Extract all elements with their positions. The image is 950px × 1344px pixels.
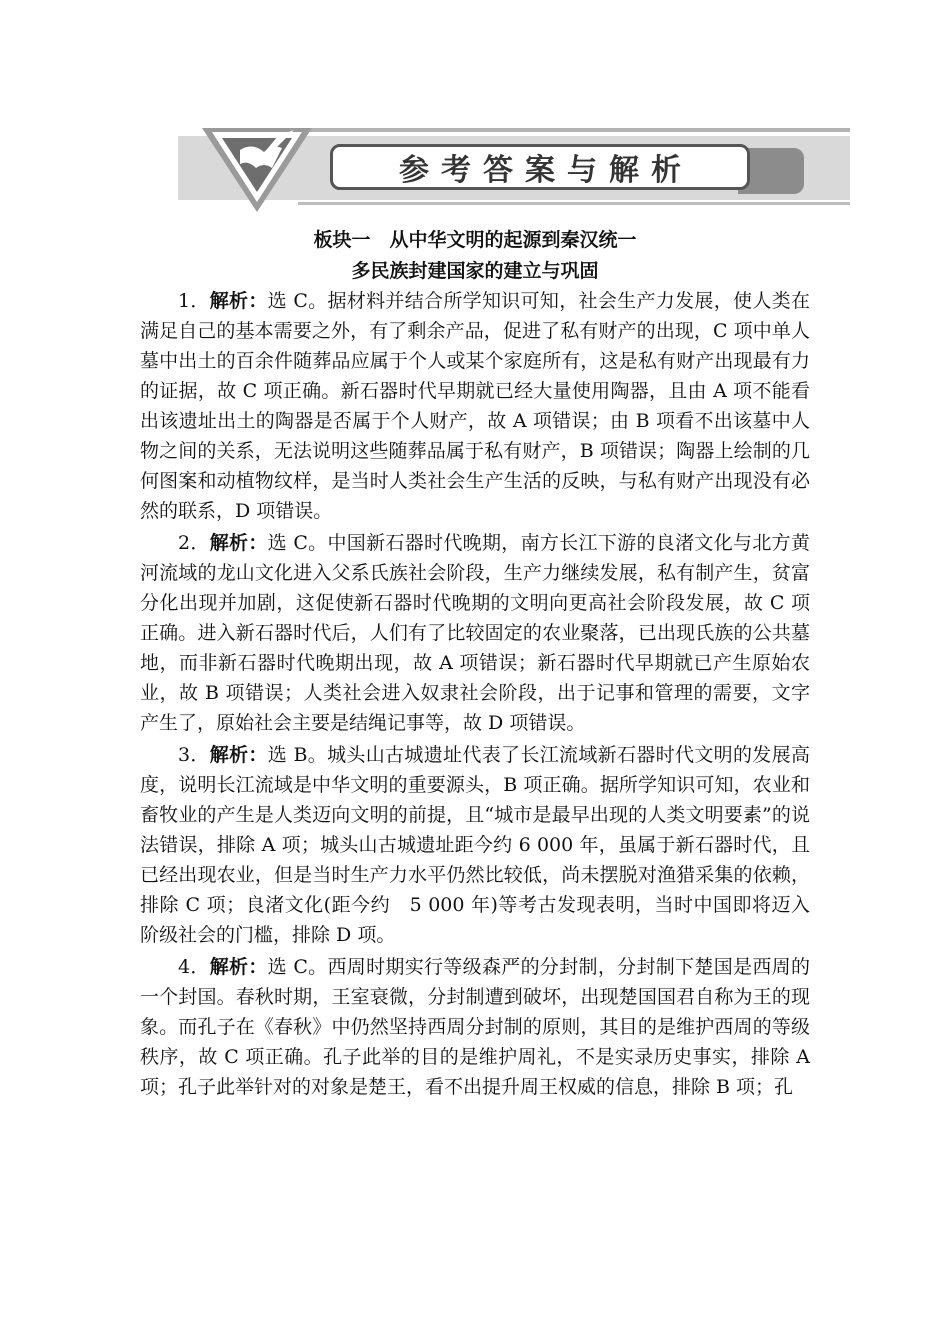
answer-number: 3． bbox=[178, 744, 210, 766]
answer-paragraph-1 bbox=[140, 286, 810, 526]
answer-paragraph-4 bbox=[140, 952, 810, 1102]
answer-label: 解析： bbox=[209, 744, 268, 766]
pen-book-logo-icon bbox=[202, 128, 312, 212]
answer-label: 解析： bbox=[209, 532, 268, 554]
banner-title-box bbox=[330, 144, 750, 190]
header-banner bbox=[178, 128, 850, 210]
answer-paragraph-2 bbox=[140, 528, 810, 738]
answer-text: 选 C。据材料并结合所学知识可知，社会生产力发展，使人类在满足自己的基本需要之外，有了剩余产品，促进了私有财产的出现，C 项中单人墓中出土的百余件随葬品应属于个人或某个家庭所有，这是私有财产出现最有力的证据，故 C 项正确。新石器时代早期就已经大量使用陶器，且由 A 项不能看出该遗址出土的陶器是否属于个人财产，故 A 项错误；由 B 项看不出该墓中人物之间的关系，无法说明这些随葬品属于私有财产，B 项错误；陶器上绘制的几何图案和动植物纹样，是当时人类社会生产生活的反映，与私有财产出现没有必然的联系，D 项错误。 bbox=[140, 290, 810, 522]
section-title-line2: 多民族封建国家的建立与巩固 bbox=[351, 260, 599, 282]
answer-number: 1． bbox=[178, 290, 210, 312]
answer-number: 2． bbox=[178, 532, 210, 554]
answer-text: 选 C。西周时期实行等级森严的分封制，分封制下楚国是西周的一个封国。春秋时期，王室衰微，分封制遭到破坏，出现楚国国君自称为王的现象。而孔子在《春秋》中仍然坚持西周分封制的原则，其目的是维护西周的等级秩序，故 C 项正确。孔子此举的目的是维护周礼，不是实录历史事实，排除 A 项；孔子此举针对的对象是楚王，看不出提升周王权威的信息，排除 B 项；孔 bbox=[140, 956, 810, 1098]
section-title-line1: 板块一 从中华文明的起源到秦汉统一 bbox=[313, 229, 637, 251]
answer-text: 选 C。中国新石器时代晚期，南方长江下游的良渚文化与北方黄河流域的龙山文化进入父系氏族社会阶段，生产力继续发展，私有制产生，贫富分化出现并加剧，这促使新石器时代晚期的文明向更高社会阶段发展，故 C 项正确。进入新石器时代后，人们有了比较固定的农业聚落，已出现氏族的公共墓地，而非新石器时代晚期出现，故 A 项错误；新石器时代早期就已产生原始农业，故 B 项错误；人类社会进入奴隶社会阶段，出于记事和管理的需要，文字产生了，原始社会主要是结绳记事等，故 D 项错误。 bbox=[140, 532, 810, 734]
answer-content bbox=[140, 286, 810, 1104]
answer-label: 解析： bbox=[209, 290, 268, 312]
answer-text: 选 B。城头山古城遗址代表了长江流域新石器时代文明的发展高度，说明长江流域是中华文明的重要源头，B 项正确。据所学知识可知，农业和畜牧业的产生是人类迈向文明的前提，且“城市是最早出现的人类文明要素”的说法错误，排除 A 项；城头山古城遗址距今约 6 000 年，虽属于新石器时代，且已经出现农业，但是当时生产力水平仍然比较低，尚未摆脱对渔猎采集的依赖，排除 C 项；良渚文化(距今约 5 000 年)等考古发现表明，当时中国即将迈入阶级社会的门槛，排除 D 项。 bbox=[140, 744, 810, 946]
answer-label: 解析： bbox=[209, 956, 268, 978]
banner-top-rule bbox=[298, 128, 850, 132]
answer-paragraph-3 bbox=[140, 740, 810, 950]
answer-number: 4． bbox=[178, 956, 210, 978]
banner-title: 参考答案与解析 bbox=[399, 153, 693, 188]
banner-bottom-rule bbox=[298, 202, 850, 205]
